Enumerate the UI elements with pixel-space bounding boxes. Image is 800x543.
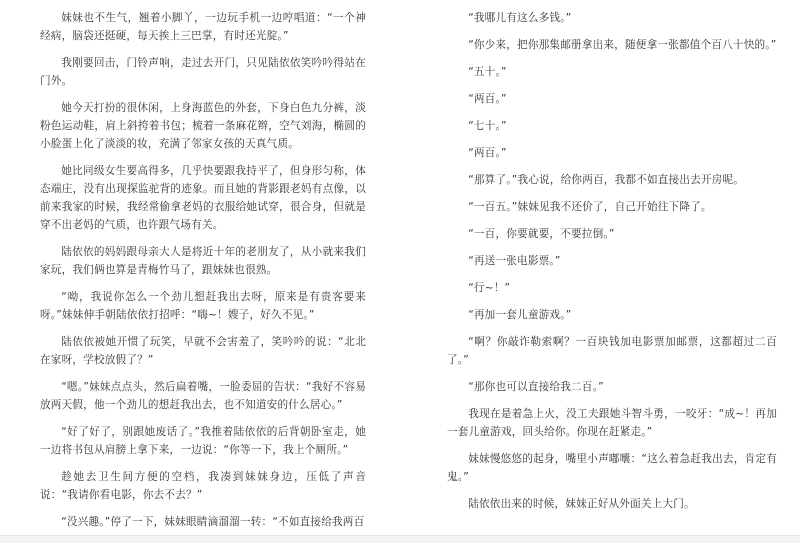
paragraph: 我现在是着急上火，没工夫跟她斗智斗勇，一咬牙：“成~！再加一套儿童游戏，回头给你。你现在赶紧走。” [447,408,777,438]
paragraph: “七十。” [468,120,507,132]
paragraph: “那你也可以直接给我二百。” [468,381,604,393]
paragraph: “再加一套儿童游戏。” [468,309,572,321]
paragraph: “呦，我说你怎么一个劲儿想赶我出去呀，原来是有贵客要来呀。”妹妹伸手朝陆依依打招呼：“嗨~！嫂子，好久不见。” [40,291,366,321]
left-text-column [40,9,366,535]
paragraph: “好了好了，别跟她废话了。”我推着陆依依的后背朝卧室走，她一边将书包从肩膀上拿下来，一边说：“你等一下，我上个厕所。” [40,426,366,456]
paragraph: “两百。” [468,93,507,105]
paragraph: 陆依依出来的时候，妹妹正好从外面关上大门。 [468,498,695,510]
paragraph: 妹妹也不生气，翘着小脚丫，一边玩手机一边哼唱道：“一个神经病，脑袋还挺硬，每天挨上三巴掌，有时还光腚。” [40,12,366,42]
right-text-column [447,9,777,535]
paragraph: “没兴趣。”停了一下，妹妹眼睛滴溜溜一转：“不如直接给我两百 [61,516,365,528]
paragraph: “你少来，把你那集邮册拿出来，随便拿一张都值个百八十快的。” [468,39,777,51]
paragraph: “我哪儿有这么多钱。” [468,12,572,24]
paragraph: 陆依依的妈妈跟母亲大人是将近十年的老朋友了，从小就来我们家玩，我们俩也算是青梅竹马了，跟妹妹也很熟。 [40,246,366,276]
paragraph: “嗯。”妹妹点点头，然后扁着嘴，一脸委屈的告状：“我好不容易放两天假，他一个劲儿的想赶我出去，也不知道安的什么居心。” [40,381,366,411]
paragraph: 妹妹慢悠悠的起身，嘴里小声嘟囔：“这么着急赶我出去，肯定有鬼。” [447,453,777,483]
paragraph: 她今天打扮的很休闲，上身海蓝色的外套，下身白色九分裤，淡粉色运动鞋，肩上斜挎着书包；梳着一条麻花辫，空气刘海，椭圆的小脸蛋上化了淡淡的妆，充满了邻家女孩的天真气质。 [40,102,366,150]
paragraph: 趁她去卫生间方便的空档，我凑到妹妹身边，压低了声音说：“我请你看电影，你去不去？” [40,471,366,501]
paragraph: “一百五。”妹妹见我不还价了，自己开始往下降了。 [468,201,712,213]
paragraph: 我刚要回击，门铃声响，走过去开门，只见陆依依笑吟吟得站在门外。 [40,57,366,87]
paragraph: “啊？你敲诈勒索啊？一百块钱加电影票加邮票，这都超过二百了。” [447,336,777,366]
paragraph: “那算了。”我心说，给你两百，我都不如直接出去开房呢。 [468,174,745,186]
paragraph: 陆依依被她开惯了玩笑，早就不会害羞了，笑吟吟的说：“北北在家呀，学校放假了？” [40,336,366,366]
paragraph: “一百，你要就要，不要拉倒。” [468,228,615,240]
paragraph: “行~！” [468,282,511,294]
paragraph: 她比同级女生要高得多，几乎快要跟我持平了，但身形匀称，体态端庄，没有出现探监驼背的迹象。而且她的背影跟老妈有点像，以前来我家的时候，我经常偷拿老妈的衣服给她试穿，很合身，但就是穿不出老妈的气质，也许跟气场有关。 [40,165,366,231]
paragraph: “五十。” [468,66,507,78]
paragraph: “再送一张电影票。” [468,255,561,267]
paragraph: “两百。” [468,147,507,159]
